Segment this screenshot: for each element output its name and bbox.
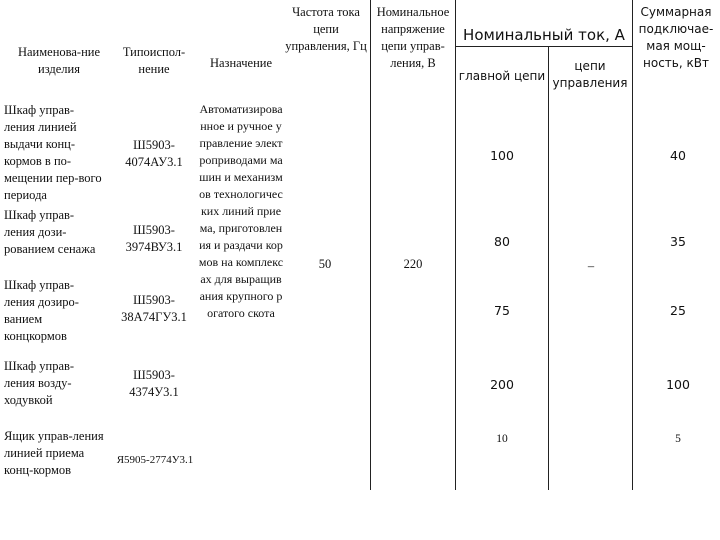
row-2-name: Шкаф управ-ления дози-рованием сенажа [4,208,96,256]
row-1-main-current: 100 [490,148,514,163]
row-3-model: Ш5903-38А74ГУ3.1 [121,293,187,324]
row-3-power: 25 [670,303,686,318]
row-4-model: Ш5903-4374У3.1 [129,368,179,399]
row-5-power: 5 [675,433,681,445]
row-5-model: Я5905-2774У3.1 [116,454,194,466]
header-nominal-voltage: Номинальное напряжение цепи управ-ления, В [376,5,450,70]
header-model: Типоиспол-нение [122,45,186,76]
header-nominal-current: Номинальный ток, А [463,26,625,44]
row-5-main-current: 10 [496,433,508,445]
row-4-power: 100 [666,377,690,392]
header-purpose: Назначение [209,56,272,70]
purpose-text: Автоматизированное и ручное управление электроприводами машин и механизмов технологических линий приема, приготовления и раздачи кормов на комплексах для выращивания крупного рогатого скота [198,102,284,320]
header-control-circuit: цепи управления [552,59,628,90]
row-3-main-current: 75 [494,303,510,318]
header-total-power: Суммарная подключае-мая мощ-ность, кВт [638,5,714,70]
row-1-model: Ш5903-4074АУ3.1 [125,138,183,169]
col-divider [548,46,549,490]
row-1-power: 40 [670,148,686,163]
row-2-power: 35 [670,234,686,249]
row-4-main-current: 200 [490,377,514,392]
control-current-value: – [587,259,595,273]
header-rule [455,46,632,47]
header-control-frequency: Частота тока цепи управления, Гц [285,5,367,53]
row-3-name: Шкаф управ-ления дозиро-ванием концкормов [4,278,79,343]
row-5-name: Ящик управ-ления линией приема конц-кормов [4,429,104,477]
row-2-model: Ш5903-3974ВУ3.1 [125,223,183,254]
header-main-circuit: главной цепи [458,69,546,83]
row-4-name: Шкаф управ-ления возду-ходувкой [4,359,75,407]
row-2-main-current: 80 [494,234,510,249]
row-1-name: Шкаф управ-ления линией выдачи конц-кормов в по-мещении пер-вого периода [4,103,102,202]
col-divider [370,0,371,490]
header-product-name: Наименова-ние изделия [17,45,101,76]
col-divider [632,0,633,490]
frequency-value: 50 [318,257,332,271]
voltage-value: 220 [403,257,423,271]
